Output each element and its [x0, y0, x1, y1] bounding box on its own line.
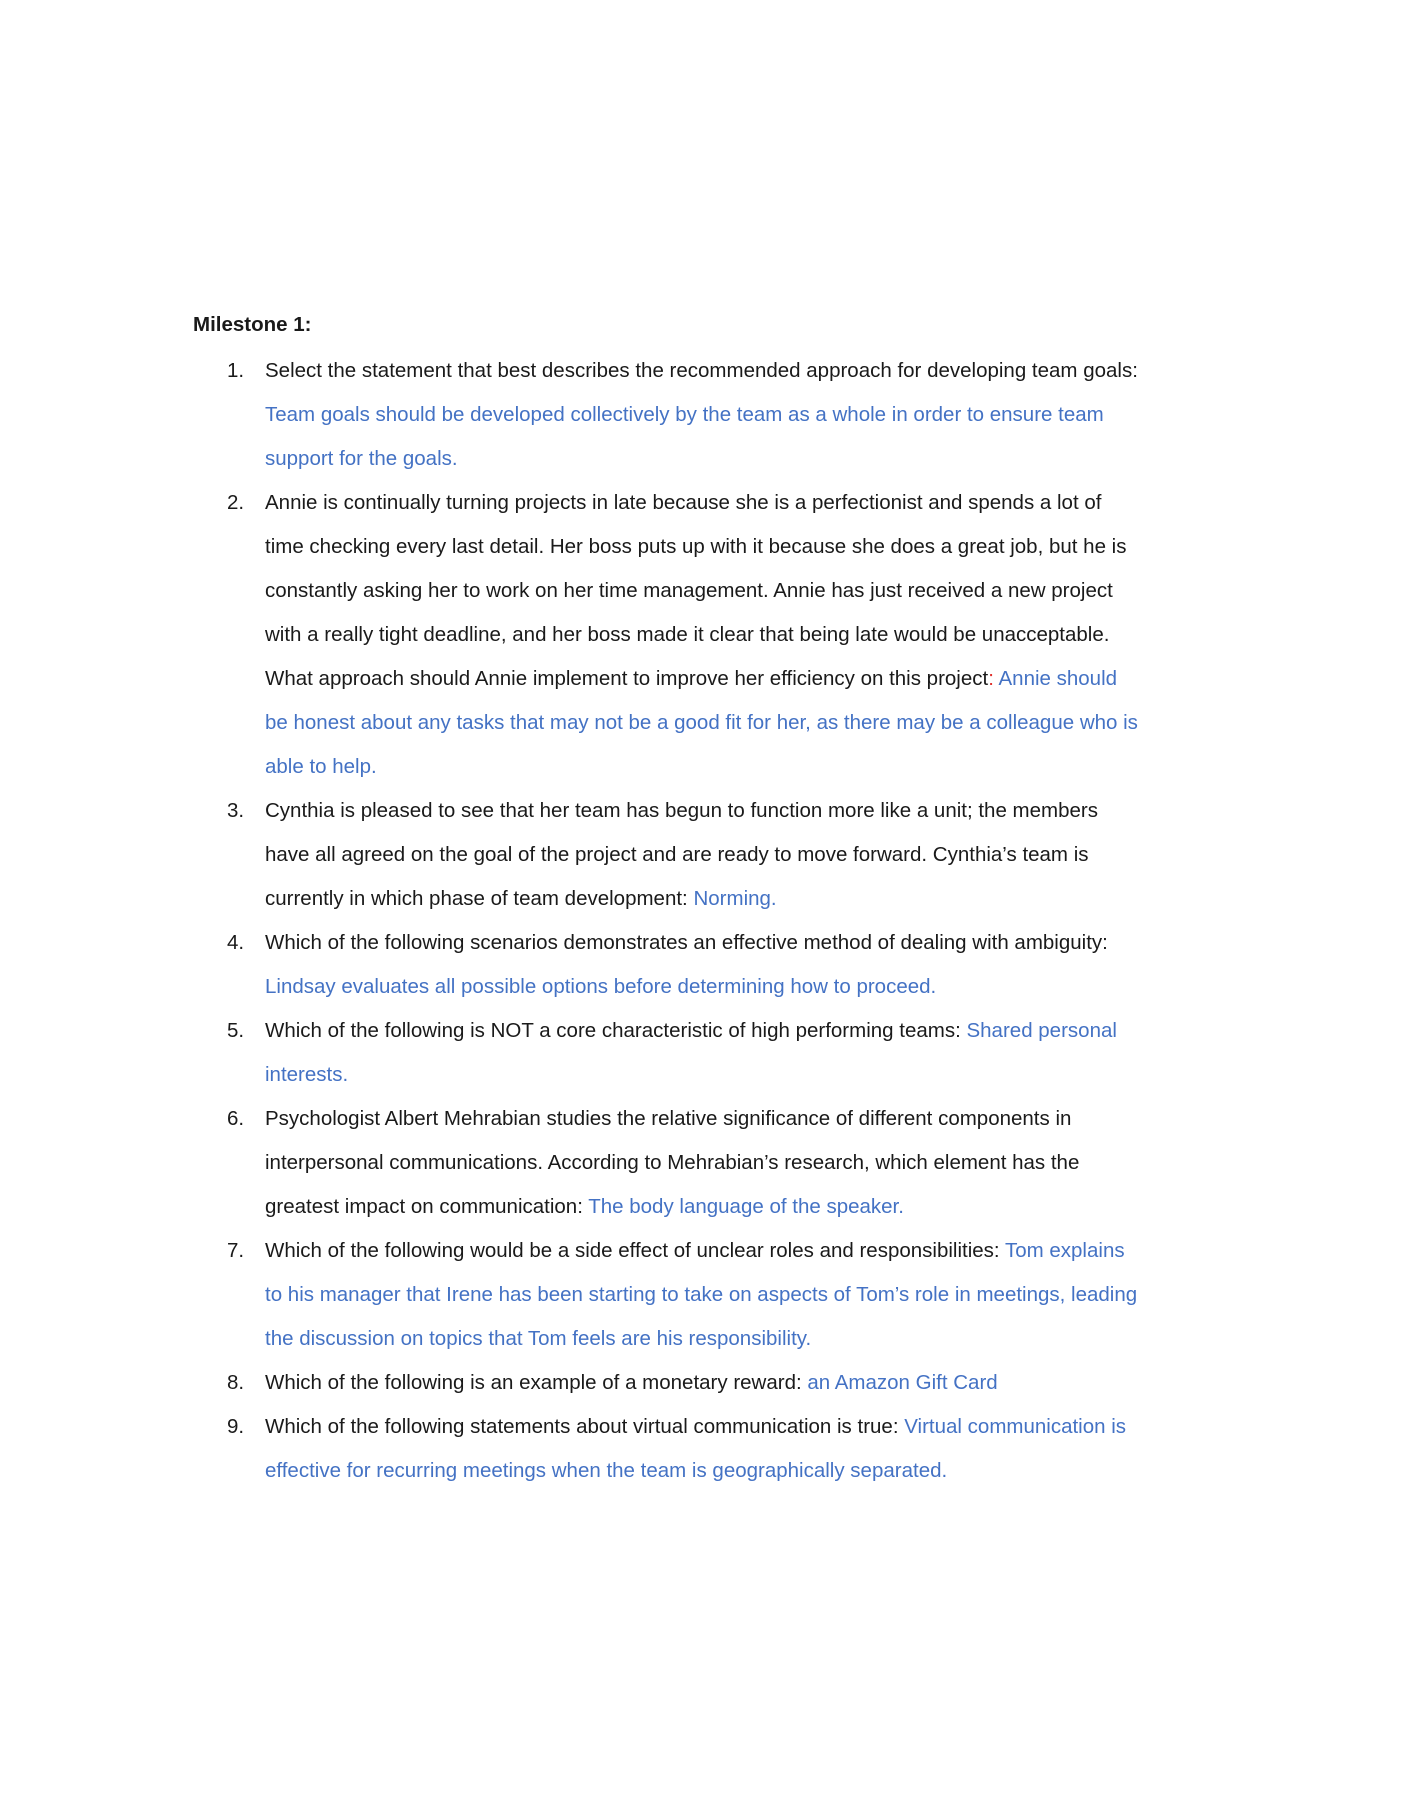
- answer-text: Annie should be honest about any tasks that may not be a good fit for her, as there may be a colleague who is able to help.: [265, 667, 1138, 778]
- question-text: Select the statement that best describes the recommended approach for developing team goals:: [265, 359, 1138, 382]
- list-item: [193, 789, 1143, 921]
- list-item: [193, 1361, 1143, 1405]
- question-text: Which of the following is NOT a core characteristic of high performing teams:: [265, 1019, 961, 1042]
- list-item: [193, 921, 1143, 1009]
- item-number: 9.: [227, 1415, 245, 1438]
- answer-text: Tom explains to his manager that Irene has been starting to take on aspects of Tom’s role in meetings, leading the discussion on topics that Tom feels are his responsibility.: [265, 1239, 1138, 1350]
- item-number: 1.: [227, 359, 245, 382]
- answer-text: Virtual communication is effective for recurring meetings when the team is geographically separated.: [265, 1415, 1127, 1482]
- list-item: [193, 1097, 1143, 1229]
- list-item: [193, 349, 1143, 481]
- answer-text: Shared personal interests.: [265, 1019, 1117, 1086]
- list-item: [193, 1229, 1143, 1361]
- question-text: Which of the following is an example of a monetary reward:: [265, 1371, 802, 1394]
- question-text: Cynthia is pleased to see that her team has begun to function more like a unit; the members have all agreed on the goal of the project and are ready to move forward. Cynthia’s team is currently in which phase of team development:: [265, 799, 1098, 910]
- red-colon: :: [988, 667, 994, 690]
- item-number: 6.: [227, 1107, 245, 1130]
- answer-text: Norming.: [693, 887, 777, 910]
- question-text: Which of the following statements about virtual communication is true:: [265, 1415, 899, 1438]
- question-text: Which of the following would be a side effect of unclear roles and responsibilities:: [265, 1239, 1000, 1262]
- item-number: 5.: [227, 1019, 245, 1042]
- item-number: 3.: [227, 799, 245, 822]
- answer-text: an Amazon Gift Card: [807, 1371, 998, 1394]
- item-number: 2.: [227, 491, 245, 514]
- answer-text: Team goals should be developed collectively by the team as a whole in order to ensure team support for the goals.: [265, 403, 1104, 470]
- answer-text: The body language of the speaker.: [588, 1195, 904, 1218]
- list-item: [193, 1009, 1143, 1097]
- item-number: 7.: [227, 1239, 245, 1262]
- list-item: [193, 1405, 1143, 1493]
- question-text: Annie is continually turning projects in late because she is a perfectionist and spends a lot of time checking every last detail. Her boss puts up with it because she does a great job, but he is constantly asking her to work on her time management. Annie has just received a new project with a really tight deadline, and her boss made it clear that being late would be unacceptable. What approach should Annie implement to improve her efficiency on this project: [265, 491, 1127, 690]
- question-list: [193, 349, 1143, 1493]
- item-number: 8.: [227, 1371, 245, 1394]
- question-text: Psychologist Albert Mehrabian studies the relative significance of different components in interpersonal communications. According to Mehrabian’s research, which element has the greatest impact on communication:: [265, 1107, 1080, 1218]
- answer-text: Lindsay evaluates all possible options before determining how to proceed.: [265, 975, 937, 998]
- list-item: [193, 481, 1143, 789]
- question-text: Which of the following scenarios demonstrates an effective method of dealing with ambiguity:: [265, 931, 1108, 954]
- item-number: 4.: [227, 931, 245, 954]
- milestone-heading: Milestone 1:: [193, 313, 312, 336]
